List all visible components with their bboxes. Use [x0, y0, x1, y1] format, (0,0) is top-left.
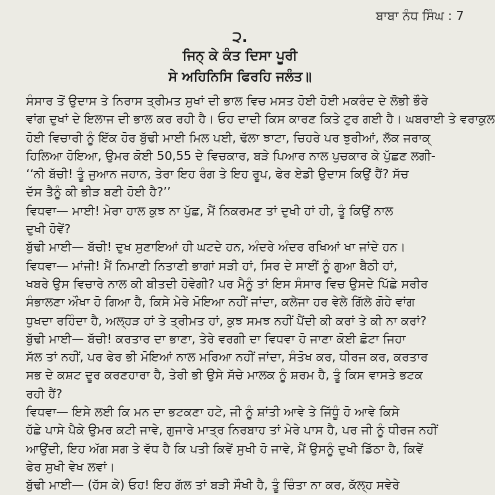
body-text [26, 92, 495, 495]
body-line: ਵਾਂਗ ਦੁਖਾਂ ਦੇ ਇਲਾਜ ਦੀ ਭਾਲ ਕਰ ਰਹੀ ਹੈ। ਓਹ ਦਾਦੀ ਕਿਸ ਕਾਰਣ ਕਿਤੇ ਟੁਰ ਗਈ ਹੈ। ਘਬਰਾਈ ਤੇ ਵਰਾਕੁਲ [26, 112, 495, 127]
chapter-heading-line-2: ਸੇ ਅਹਿਨਿਸਿ ਫਿਰਹਿ ਜਲੰਤ॥ [168, 69, 312, 85]
body-line: ਦੁਖੀ ਹੋਵੇਂ? [26, 222, 71, 237]
body-line: ਰਹੀ ਹੈਂ? [26, 386, 63, 401]
body-line: ਆਉਂਦੀ, ਇਹ ਅੱਗ ਸਗ ਤੇ ਵੱਧ ਹੈ ਕਿ ਪਤੀ ਕਿਵੇਂ ਸੁਖੀ ਹੋ ਜਾਵੇ, ਮੈਂ ਉਸਨੂੰ ਦੁਖੀ ਡਿੱਠਾ ਹੈ, ਕਿਵੇਂ [26, 441, 424, 456]
body-line: ਵਿਧਵਾ— ਇਸੇ ਲਈ ਕਿ ਮਨ ਦਾ ਭਟਕਣਾ ਹਟੇ, ਜੀ ਨੂੰ ਸ਼ਾਂਤੀ ਆਵੇ ਤੇ ਜਿੱਧੂੰ ਹੋ ਆਵੇ ਕਿਸੇ [26, 405, 400, 420]
body-line: ‘‘ਨੀ ਬੱਚੀ! ਤੂੰ ਜੁਆਨ ਜਹਾਨ, ਤੇਰਾ ਇਹ ਰੰਗ ਤੇ ਇਹ ਰੂਪ, ਫੇਰ ਏਡੀ ਉਦਾਸ ਕਿਉਂ ਹੈਂ? ਸੱਚ [26, 167, 409, 182]
chapter-heading-line-1: ਜਿਨ੍ ਕੇ ਕੰਤ ਦਿਸਾ ਪੂਰੀ [182, 48, 298, 64]
body-line: ਸੱਲ ਤਾਂ ਨਹੀਂ, ਪਰ ਫੇਰ ਭੀ ਮੋਇਆਂ ਨਾਲ ਮਰਿਆ ਨਹੀਂ ਜਾਂਦਾ, ਸੰਤੋਖ ਕਰ, ਧੀਰਜ ਕਰ, ਕਰਤਾਰ [26, 350, 428, 365]
body-line: ਵਿਧਵਾ— ਮਾਈ! ਮੇਰਾ ਹਾਲ ਕੁਝ ਨਾ ਪੁੱਛ, ਮੈਂ ਨਿਕਰਮਣ ਤਾਂ ਦੁਖੀ ਹਾਂ ਹੀ, ਤੂੰ ਕਿਉਂ ਨਾਲ [26, 203, 394, 218]
body-line: ਹੱਛੇ ਪਾਸੇ ਪੈਕੇ ਉਮਰ ਕਟੀ ਜਾਵੇ, ਗੁਜਾਰੇ ਮਾਤ੍ਰ ਨਿਰਬਾਹ ਤਾਂ ਮੇਰੇ ਪਾਸ ਹੈ, ਪਰ ਜੀ ਨੂੰ ਧੀਰਜ ਨਹੀਂ [26, 423, 438, 438]
body-line: ਖਬਰੇ ਉਸ ਵਿਚਾਰੇ ਨਾਲ ਕੀ ਬੀਤਦੀ ਹੋਵੇਗੀ? ਪਰ ਮੈਨੂੰ ਤਾਂ ਇਸ ਸੰਸਾਰ ਵਿਚ ਉਸਦੇ ਪਿੱਛੇ ਸਰੀਰ [26, 276, 428, 291]
body-line: ਸੰਭਾਲਣਾ ਔਖਾ ਹੋ ਗਿਆ ਹੈ, ਕਿਸੇ ਮੇਰੇ ਮੋਇਆ ਨਹੀਂ ਜਾਂਦਾ, ਕਲੇਜਾ ਹਰ ਵੇਲੇ ਗਿੱਲੇ ਗੋਹੇ ਵਾਂਗ [26, 295, 415, 310]
body-line: ਦੱਸ ਤੈਨੂੰ ਕੀ ਭੀੜ ਬਣੀ ਹੋਈ ਹੈ?’’ [26, 185, 171, 200]
body-line: ਹਿਲਿਆ ਹੋਇਆ, ਉਮਰ ਕੋਈ 50,55 ਦੇ ਵਿਚਕਾਰ, ਬੜੇ ਪਿਆਰ ਨਾਲ ਪੁਚਕਾਰ ਕੇ ਪੁੱਛਣ ਲਗੀ- [26, 148, 436, 163]
body-line: ਬੁੱਢੀ ਮਾਈ— ਬੱਚੀ! ਦੁਖ ਸੁਣਾਇਆਂ ਹੀ ਘਟਦੇ ਹਨ, ਅੰਦਰੇ ਅੰਦਰ ਰਖਿਆਂ ਖਾ ਜਾਂਦੇ ਹਨ। [26, 240, 406, 255]
body-line: ਧੁਖਦਾ ਰਹਿੰਦਾ ਹੈ, ਅਲ੍ਹੜ ਹਾਂ ਤੇ ਤ੍ਰੀਮਤ ਹਾਂ, ਕੁਝ ਸਮਝ ਨਹੀਂ ਪੈਂਦੀ ਕੀ ਕਰਾਂ ਤੇ ਕੀ ਨਾ ਕਰਾਂ? [26, 313, 427, 328]
body-line: ਸਭ ਦੇ ਕਸ਼ਟ ਦੂਰ ਕਰਣਹਾਰਾ ਹੈ, ਤੇਰੀ ਭੀ ਉਸੇ ਸੱਚੇ ਮਾਲਕ ਨੂੰ ਸ਼ਰਮ ਹੈ, ਤੂੰ ਕਿਸ ਵਾਸਤੇ ਭਟਕ [26, 368, 423, 383]
body-line: ਬੁੱਢੀ ਮਾਈ— (ਹੱਸ ਕੇ) ਓਹ! ਇਹ ਗੱਲ ਤਾਂ ਬੜੀ ਸੌਖੀ ਹੈ, ਤੂੰ ਚਿੰਤਾ ਨਾ ਕਰ, ਕੱਲ੍ਹ ਸਵੇਰੇ [26, 478, 400, 493]
body-line: ਫੇਰ ਸੁਖੀ ਵੇਖ ਲਵਾਂ। [26, 459, 115, 474]
body-line: ਵਿਧਵਾ— ਮਾਂਜੀ! ਮੈਂ ਨਿਮਾਣੀ ਨਿਤਾਣੀ ਭਾਗਾਂ ਸੜੀ ਹਾਂ, ਸਿਰ ਦੇ ਸਾਈਂ ਨੂੰ ਗੁਆ ਬੈਠੀ ਹਾਂ, [26, 258, 398, 273]
body-line: ਹੋਈ ਵਿਚਾਰੀ ਨੂੰ ਇੱਕ ਹੋਰ ਬੁੱਢੀ ਮਾਈ ਮਿਲ ਪਈ, ਢੱਲਾ ਝਾਟਾ, ਚਿਹਰੇ ਪਰ ਝੁਰੀਆਂ, ਲੱਕ ਜਰਾਕ੍ [26, 130, 431, 145]
body-line: ਸੰਸਾਰ ਤੋਂ ਉਦਾਸ ਤੇ ਨਿਰਾਸ ਤ੍ਰੀਮਤ ਸੁਖਾਂ ਦੀ ਭਾਲ ਵਿਚ ਮਸਤ ਹੋਈ ਹੋਈ ਮਕਰੰਦ ਦੇ ਲੋਭੀ ਭੌਰੇ [26, 94, 429, 108]
chapter-number: ੨. [232, 28, 248, 46]
running-head: ਬਾਬਾ ਨੰਧ ਸਿੰਘ : 7 [375, 8, 464, 23]
body-line: ਬੁੱਢੀ ਮਾਈ— ਬੱਚੀ! ਕਰਤਾਰ ਦਾ ਭਾਣਾ, ਤੇਰੇ ਵਰਗੀ ਦਾ ਵਿਧਵਾ ਹੋ ਜਾਣਾ ਕੋਈ ਛੋਟਾ ਜਿਹਾ [26, 331, 406, 346]
